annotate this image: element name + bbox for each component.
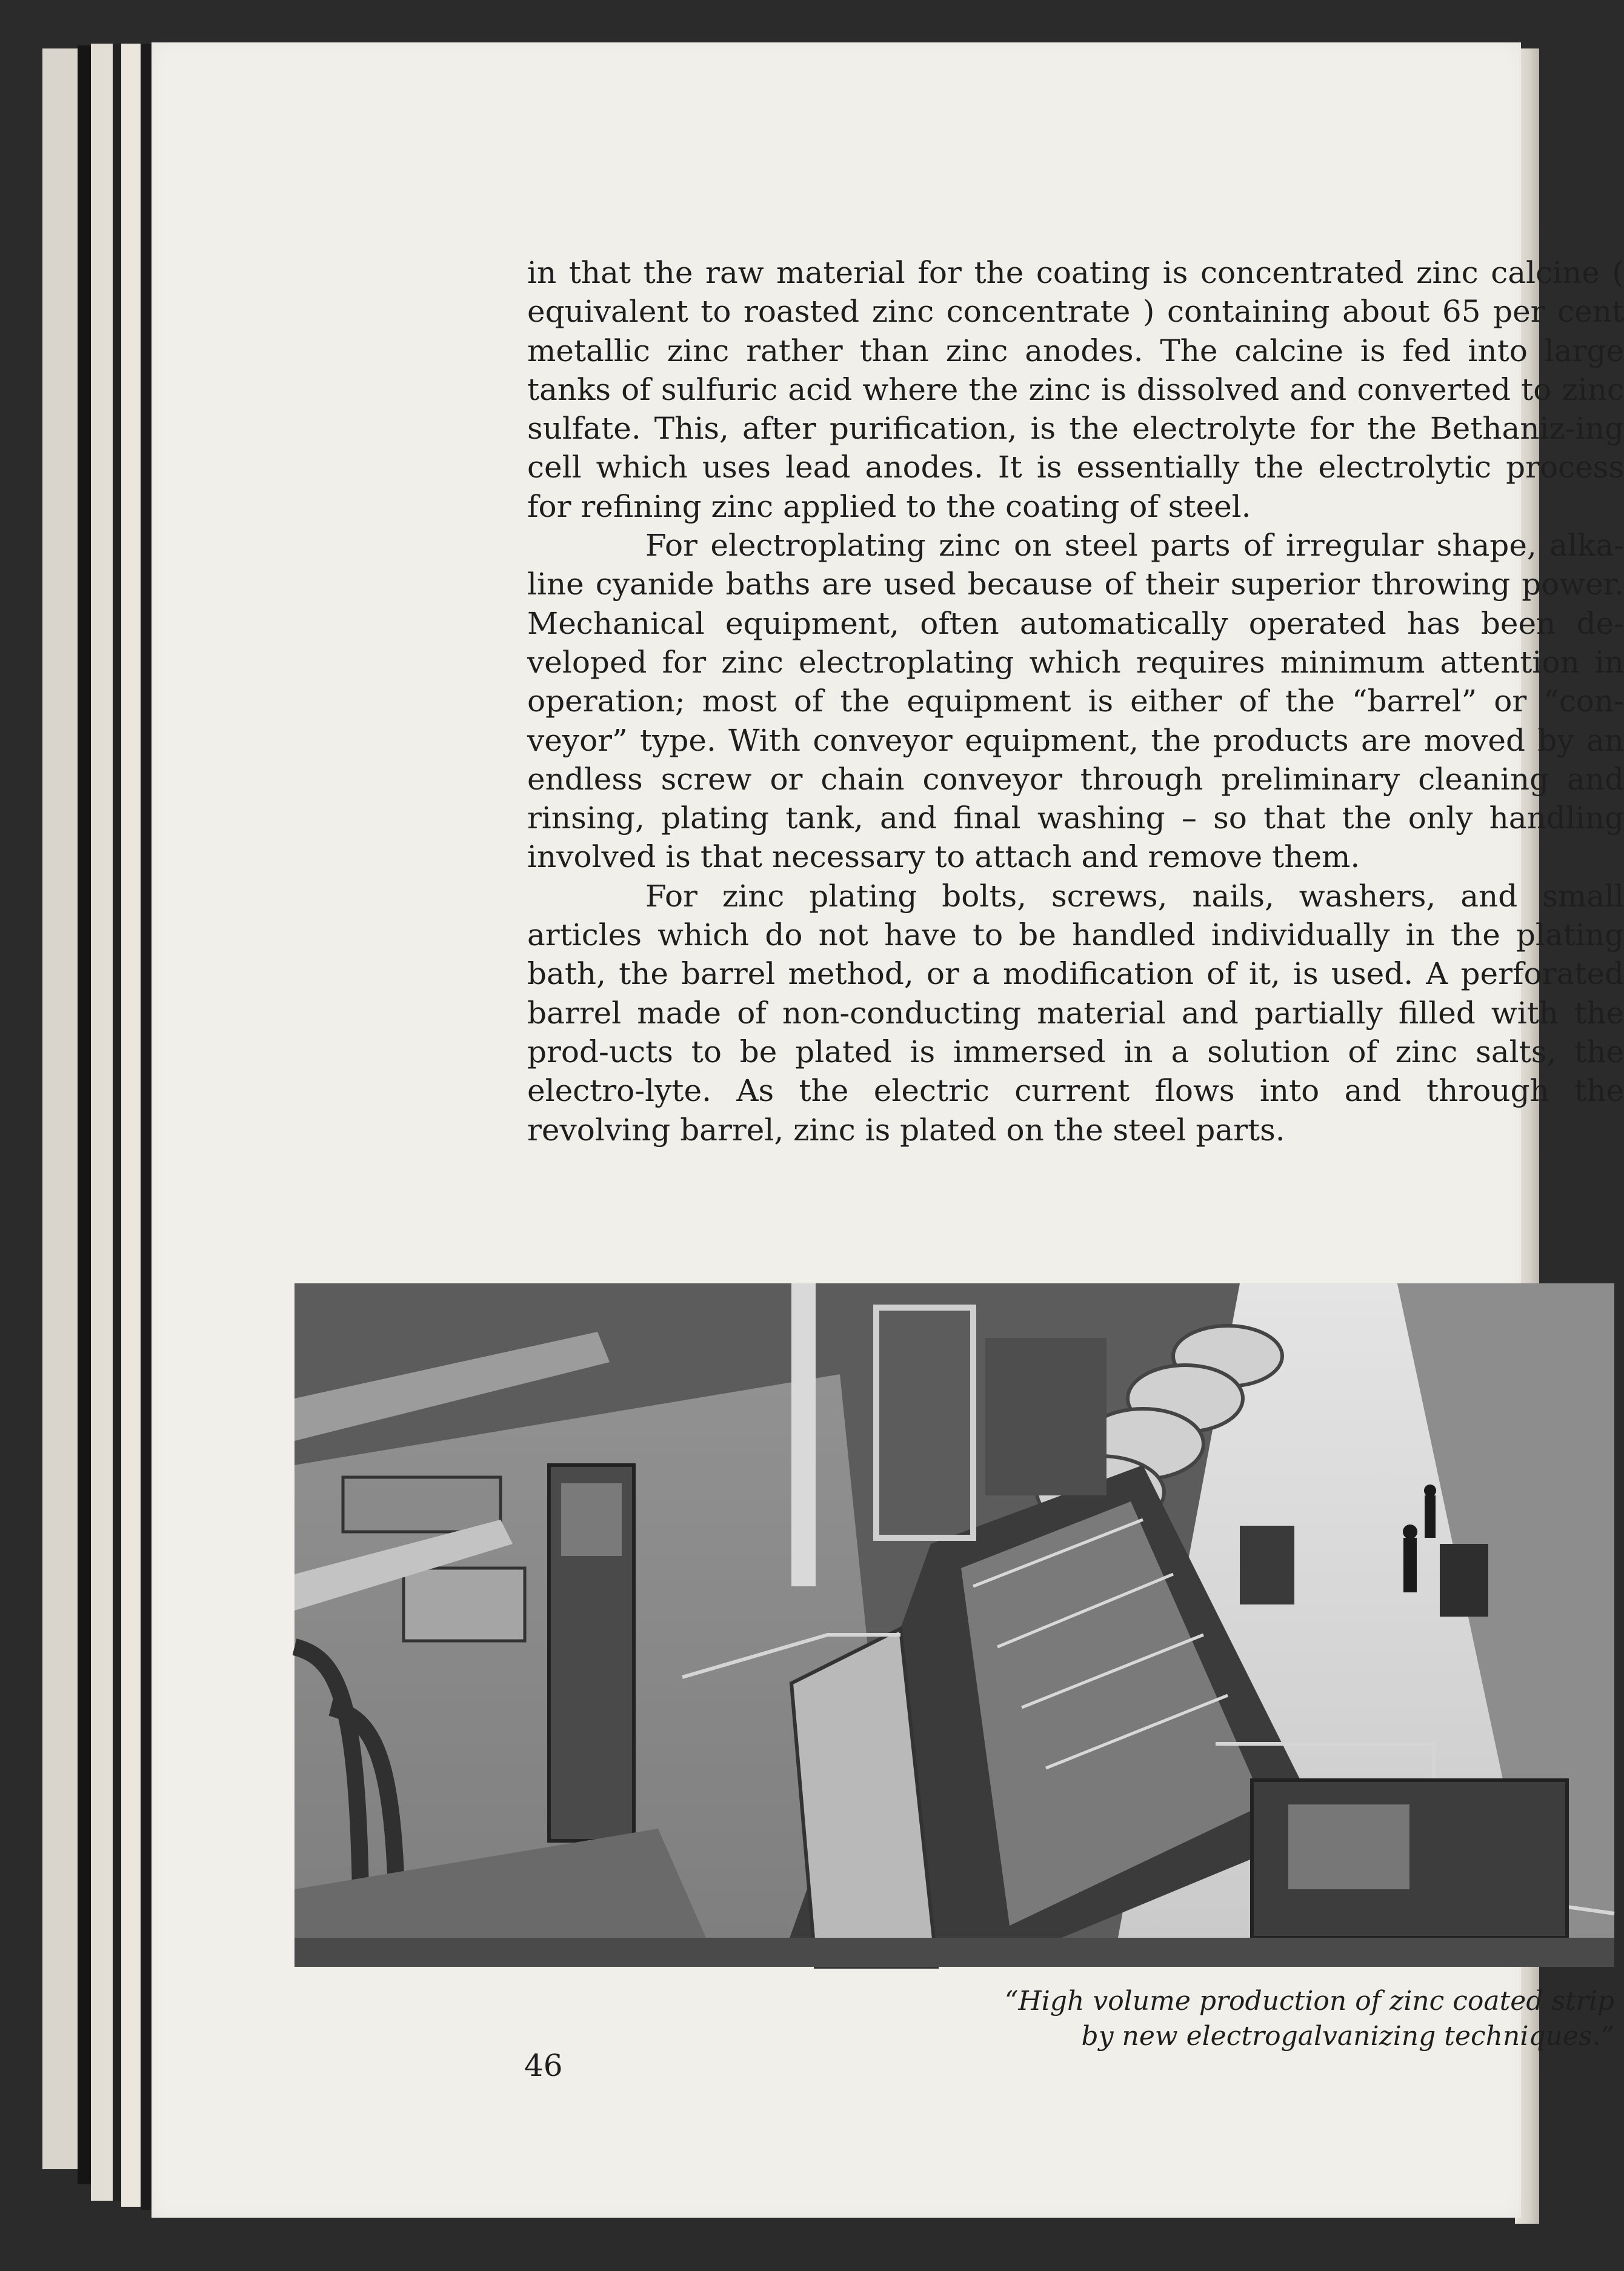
caption-line: “High volume production of zinc coated strip: [1004, 1986, 1614, 2017]
page-stack-edge: [42, 48, 79, 2169]
caption-line: by new electrogalvanizing techniques.”: [1081, 2021, 1614, 2052]
photo-caption: [879, 1984, 1614, 2054]
text-line: an endless screw or chain conveyor through preliminary cleaning and: [527, 722, 1624, 797]
text-line: ucts to be plated is immersed in a solution of zinc salts, the electro-: [527, 1034, 1624, 1109]
paragraph: [527, 526, 1624, 877]
text-line: rinsing, plating tank, and final washing – so that the only handling: [527, 800, 1624, 836]
text-line: made of non-conducting material and partially filled with the prod-: [527, 995, 1624, 1069]
electrogalvanizing-line-photo: [295, 1283, 1614, 1967]
text-line: which do not have to be handled individually in the plating bath, the: [527, 917, 1624, 992]
text-line: tanks of sulfuric acid where the zinc is dissolved and converted to: [527, 371, 1552, 407]
text-line: for refining zinc applied to the coating of steel.: [527, 488, 1251, 524]
text-line: veloped for zinc electroplating which requires minimum attention in: [527, 644, 1624, 680]
text-line: in that the raw material for the coating is concentrated zinc calcine: [527, 255, 1600, 290]
book-page: [151, 42, 1624, 2218]
page-stack-shadow: [141, 44, 151, 2210]
text-line: operation; most of the equipment is either of the “barrel” or “con-: [527, 683, 1624, 719]
text-line: ( equivalent to roasted zinc concentrate ) containing about 65 per cent: [527, 255, 1624, 330]
text-line: For electroplating zinc on steel parts of irregular shape, alka-: [645, 528, 1624, 564]
text-line: metallic zinc rather than zinc anodes. The calcine is fed into large: [527, 333, 1624, 368]
body-text: [527, 253, 1624, 1149]
page-stack-shadow: [113, 44, 121, 2201]
page-number: 46: [524, 2048, 563, 2083]
page-stack-shadow: [78, 45, 91, 2184]
page-stack-edge: [91, 44, 115, 2201]
text-line: ing cell which uses lead anodes. It is essentially the electrolytic process: [527, 411, 1624, 485]
paragraph: [527, 877, 1624, 1149]
text-line: For zinc plating bolts, screws, nails, washers, and small articles: [527, 878, 1624, 953]
paragraph: [527, 253, 1624, 526]
text-line: veyor” type. With conveyor equipment, the products are moved by: [527, 722, 1574, 758]
factory-photo: [295, 1283, 1614, 1967]
text-line: lyte. As the electric current flows into and through the revolving: [527, 1073, 1624, 1148]
page-stack-edge: [121, 44, 141, 2207]
text-line: barrel method, or a modification of it, is used. A perforated barrel: [527, 956, 1624, 1031]
text-line: zinc sulfate. This, after purification, is the electrolyte for the Bethaniz-: [527, 371, 1624, 447]
text-line: barrel, zinc is plated on the steel parts.: [680, 1112, 1285, 1148]
text-line: involved is that necessary to attach and remove them.: [527, 839, 1360, 875]
text-line: Mechanical equipment, often automatically operated has been de-: [527, 605, 1624, 641]
text-line: line cyanide baths are used because of their superior throwing power.: [527, 567, 1624, 602]
